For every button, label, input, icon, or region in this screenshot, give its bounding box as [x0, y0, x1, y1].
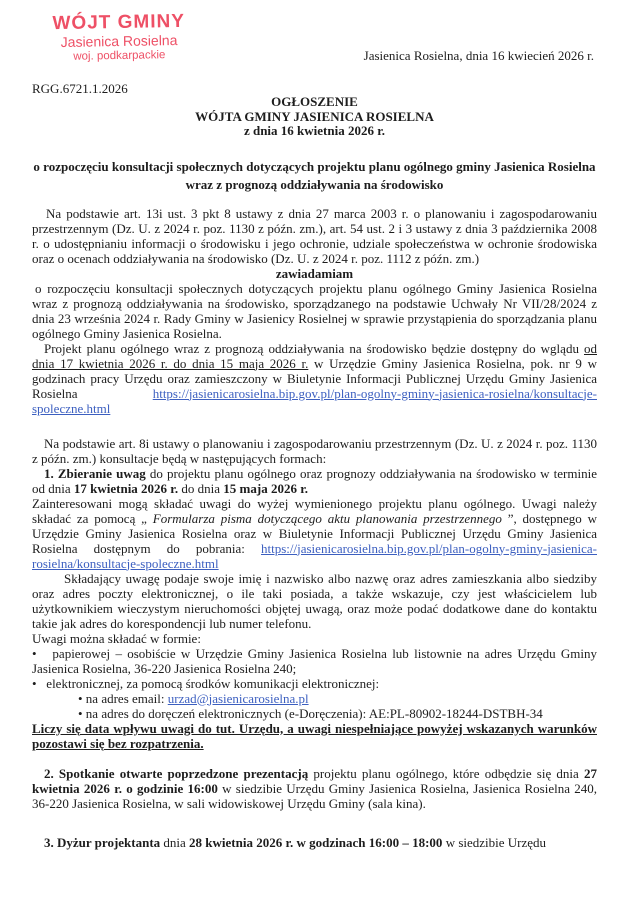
hyperlink[interactable]: https://jasienicarosielna.bip.gov.pl/plan-ogolny-gminy-jasienica-rosielna/konsultacje-spoleczne.html — [32, 385, 597, 416]
deadline-warning — [32, 721, 597, 751]
text-run: 27 kwietnia 2026 r. o godzinie 16:00 — [32, 765, 597, 796]
form-1-collecting-remarks — [32, 466, 597, 496]
stamp-voivodeship: woj. podkarpackie — [73, 48, 166, 63]
text-run: • na adres email: — [78, 690, 168, 706]
bullet-edelivery-address — [32, 706, 597, 721]
text-run: • papierowej – osobiście w Urzędzie Gminy Jasienica Rosielna lub listownie na adres Urzędu Gminy Jasienica Rosielna, 36-220 Jasienica Rosielna 240; — [32, 645, 597, 676]
document-title — [32, 95, 597, 139]
text-run: w siedzibie Urzędu — [442, 834, 547, 850]
remark-requirements-paragraph — [32, 571, 597, 631]
text-run: o rozpoczęciu konsultacji społecznych dotyczących projektu planu ogólnego Gminy Jasienica Rosielna wraz z prognozą oddziaływania na środowisko, sporządzanego na podstawie Uchwały Nr VII/28/2024 z dnia 23 września 2024 r. Rady Gminy w Jasienicy Rosielnej w sprawie przystąpienia do sporządzania planu ogólnego Gminy Jasienica Rosielna. — [32, 280, 597, 341]
notice-scope-paragraph — [32, 281, 597, 341]
title-line-announcement: OGŁOSZENIE — [271, 94, 358, 109]
text-run: zawiadamiam — [275, 265, 354, 281]
title-line-authority: WÓJTA GMINY JASIENICA ROSIELNA — [195, 108, 434, 124]
text-run: Uwagi można składać w formie: — [32, 630, 201, 646]
form-3-designer-duty — [32, 835, 597, 850]
remarks-form-paragraph — [32, 496, 597, 571]
availability-paragraph — [32, 341, 597, 416]
text-run: Liczy się data wpływu uwagi do tut. Urzędu, a uwagi niespełniające powyżej wskazanych warunków pozostawi się bez rozpatrzenia. — [32, 720, 597, 751]
document-subject: o rozpoczęciu konsultacji społecznych dotyczących projektu planu ogólnego gminy Jasienica Rosielna wraz z prognozą oddziaływania na środowisko — [33, 158, 596, 192]
text-run: Projekt planu ogólnego wraz z prognozą oddziaływania na środowisko będzie dostępny do wglądu — [44, 340, 584, 356]
bullet-paper-form — [32, 646, 597, 676]
place-and-date: Jasienica Rosielna, dnia 16 kwiecień 2026 r. — [363, 48, 594, 63]
text-run: Na podstawie art. 13i ust. 3 pkt 8 ustawy z dnia 27 marca 2003 r. o planowaniu i zagospodarowaniu przestrzennym (Dz. U. z 2024 r. poz. 1130 z późn. zm.), art. 54 ust. 2 i 3 ustawy z dnia 3 października 2008 r. o udostępnianiu informacji o środowisku i jego ochronie, udziale społeczeństwa w ochronie środowiska oraz o ocenach oddziaływania na środowisko (Dz. U. z 2024 r. poz. 1112 z późn. zm.) — [32, 205, 597, 266]
title-line-date: z dnia 16 kwietnia 2026 r. — [243, 123, 386, 138]
hyperlink[interactable]: https://jasienicarosielna.bip.gov.pl/plan-ogolny-gminy-jasienica-rosielna/konsultacje-spoleczne.html — [32, 540, 597, 571]
text-run: w Urzędzie Gminy Jasienica Rosielna, pok. nr 9 w godzinach pracy Urzędu oraz zamieszczony w Biuletynie Informacji Publicznej Urzędu Gminy Jasienica Rosielna — [32, 355, 597, 401]
text-run: do projektu planu ogólnego oraz prognozy oddziaływania na środowisko w terminie od dnia — [32, 465, 597, 496]
form-2-open-meeting — [32, 766, 597, 811]
mayor-stamp — [34, 12, 205, 64]
text-run: • elektronicznej, za pomocą środków komunikacji elektronicznej: — [32, 675, 380, 691]
consultation-forms-paragraph — [32, 436, 597, 466]
document-body — [32, 206, 597, 850]
stamp-municipality-name: Jasienica Rosielna — [60, 31, 178, 50]
legal-basis-paragraph — [32, 206, 597, 266]
text-run: Na podstawie art. 8i ustawy o planowaniu i zagospodarowaniu przestrzennym (Dz. U. z 2024 r. poz. 1130 z późn. zm.) konsultacje będą w następujących formach: — [32, 435, 597, 466]
text-run: • na adres do doręczeń elektronicznych (e-Doręczenia): AE:PL-80902-18244-DSTBH-34 — [78, 705, 543, 721]
text-run: ”, dostępnego w Urzędzie Gminy Jasienica Rosielna oraz w Biuletynie Informacji Publicznej Urzędu Gminy Jasienica Rosielna dostępnym do pobrania: — [32, 510, 597, 556]
text-run: projektu planu ogólnego, które odbędzie się dnia — [308, 765, 584, 781]
bullet-email-address — [32, 691, 597, 706]
stamp-office-title: WÓJT GMINY — [52, 10, 186, 35]
text-run: w siedzibie Urzędu Gminy Jasienica Rosielna, Jasienica Rosielna 240, 36-220 Jasienica Rosielna, w sali widowiskowej Urzędu Gminy (sala kina). — [32, 780, 597, 811]
notice-keyword — [32, 266, 597, 281]
reference-number: RGG.6721.1.2026 — [32, 81, 128, 96]
hyperlink[interactable]: urzad@jasienicarosielna.pl — [167, 690, 309, 706]
text-run: 1. Zbieranie uwag — [44, 465, 146, 481]
remarks-forms-intro — [32, 631, 597, 646]
text-run: dnia — [160, 834, 190, 850]
text-run: 2. Spotkanie otwarte poprzedzone prezentacją — [44, 765, 309, 781]
text-run: 17 kwietnia 2026 r. — [73, 480, 179, 496]
text-run: Zainteresowani mogą składać uwagi do wyżej wymienionego projektu planu ogólnego. Uwagi należy składać za pomocą „ — [32, 495, 597, 526]
bullet-electronic-form — [32, 676, 597, 691]
text-run: Formularza pisma dotyczącego aktu planowania przestrzennego — [152, 510, 502, 526]
text-run: Składający uwagę podaje swoje imię i nazwisko albo nazwę oraz adres zamieszkania albo siedziby oraz adres poczty elektronicznej, o ile taki posiada, a także wskazuje, czy jest właścicielem lub użytkownikiem wieczystym nieruchomości objętej uwagą, oraz może podać dodatkowe dane do kontaktu takie jak adres do korespondencji lub numer telefonu. — [32, 570, 597, 631]
document-content — [32, 95, 597, 850]
text-run: 3. Dyżur projektanta — [44, 834, 161, 850]
text-run: 15 maja 2026 r. — [223, 480, 309, 496]
text-run: do dnia — [178, 480, 224, 496]
text-run: od dnia 17 kwietnia 2026 r. do dnia 15 maja 2026 r. — [32, 340, 597, 371]
text-run: 28 kwietnia 2026 r. w godzinach 16:00 – 18:00 — [189, 834, 443, 850]
